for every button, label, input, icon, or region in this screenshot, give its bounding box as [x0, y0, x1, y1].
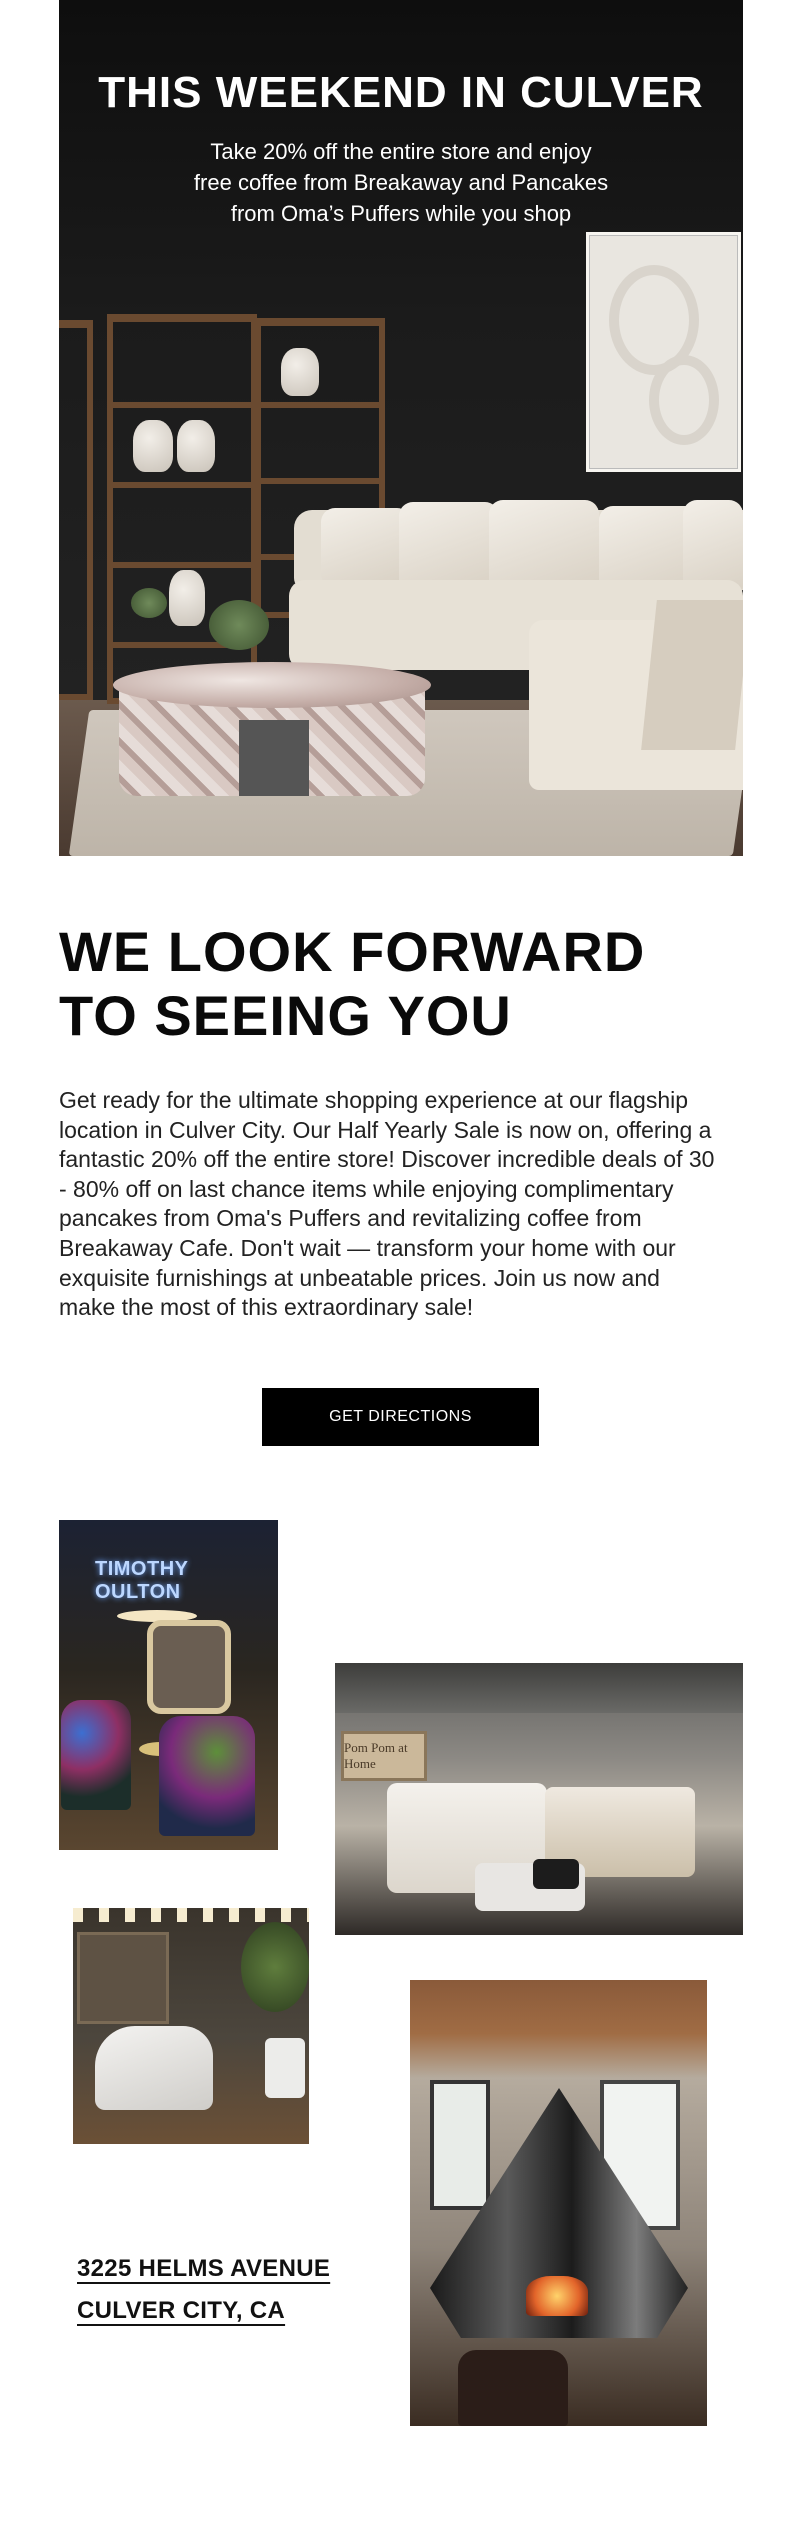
body-paragraph: Get ready for the ultimate shopping experience at our flagship location in Culver City. Our Half Yearly Sale is now on, offering a fantastic 20% off the entire store! Discover incredible deals of 30 - 80% off on last chance items while enjoying complimentary pancakes from Oma's Puffers and revitalizing coffee from Breakaway Cafe. Don't wait — transform your home with our exquisite furnishings at unbeatable prices. Join us now and make the most of this extraordinary sale! [59, 1087, 715, 1321]
headline-line: TO SEEING YOU [59, 984, 512, 1047]
hero-title: THIS WEEKEND IN CULVER [98, 68, 704, 117]
plant-decor [209, 600, 269, 650]
store-address [77, 2248, 330, 2332]
address-line-street[interactable]: 3225 HELMS AVENUE [77, 2255, 331, 2282]
hero-subtitle-line: free coffee from Breakaway and Pancakes [193, 170, 609, 195]
get-directions-button[interactable]: GET DIRECTIONS [262, 1388, 539, 1446]
showroom-photo-fireplace[interactable] [410, 1980, 707, 2426]
hero-subtitle [151, 136, 651, 229]
potted-tree [241, 1922, 309, 2012]
plant-decor [131, 588, 167, 618]
coffee-table-top [113, 662, 431, 708]
vase-decor [281, 348, 319, 396]
mirror [147, 1620, 231, 1714]
vase-decor [133, 420, 173, 472]
store-sign: Pom Pom at Home [341, 1731, 427, 1781]
coffee-table-gap [239, 720, 309, 796]
window [430, 2080, 490, 2210]
armchair-right [159, 1716, 255, 1836]
leather-chair [458, 2350, 568, 2426]
sofa-throw [641, 600, 743, 750]
cabinet [77, 1932, 169, 2024]
lounge-chair [95, 2026, 213, 2110]
sofa-pillow [321, 508, 411, 588]
address-line-city[interactable]: CULVER CITY, CA [77, 2297, 286, 2324]
showroom-photo-bedding[interactable] [335, 1663, 743, 1935]
showroom-photo-lounge-chair[interactable] [73, 1908, 309, 2144]
bookshelf-left [59, 320, 93, 700]
planter [265, 2038, 305, 2098]
hero-subtitle-line: from Oma’s Puffers while you shop [230, 201, 572, 226]
neon-sign: TIMOTHY OULTON [95, 1558, 189, 1603]
pendant-lights [73, 1908, 309, 1922]
vase-decor [169, 570, 205, 626]
showroom-photo-timothy-oulton[interactable] [59, 1520, 278, 1850]
section-headline [59, 920, 743, 1048]
pillow [533, 1859, 579, 1889]
armchair-left [61, 1700, 131, 1810]
fire [526, 2276, 588, 2316]
ceiling [335, 1663, 743, 1713]
wall-art [586, 232, 741, 472]
headline-line: WE LOOK FORWARD [59, 920, 646, 983]
hero-subtitle-line: Take 20% off the entire store and enjoy [210, 139, 592, 164]
vase-decor [177, 420, 215, 472]
hero-banner-image[interactable] [59, 0, 743, 856]
